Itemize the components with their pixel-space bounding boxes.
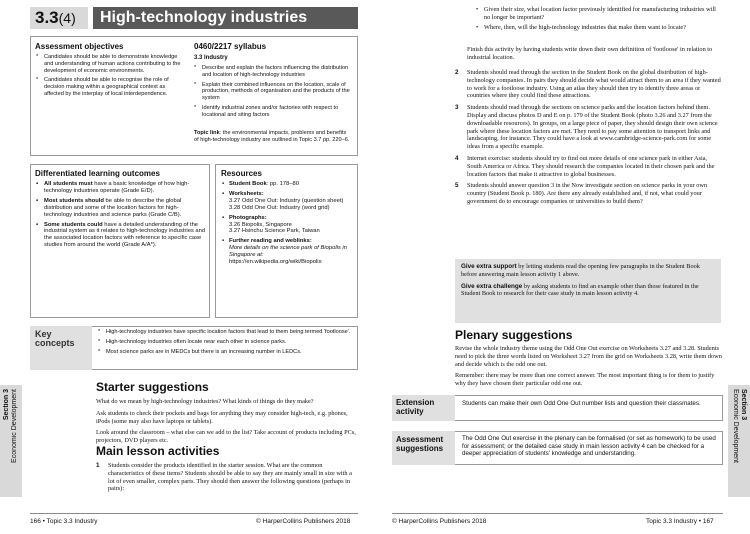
plenary-text: Revise the whole industry theme using the Odd One Out exercise on Worksheets 3.27 and 3.28. Students need to pick the three words listed on Worksheet 3.27 from the grid on Worksheets 3.28, write them down and decide which is the odd one out. Remember: there may be more than one correct answer. The most important thing is for them to justify why they have chosen their particular odd one out. xyxy=(455,345,722,388)
list-item: 3 Students should read through the sections on science parks and the location factors behind them. Display and discuss photos D and E on p. 179 of the Student Book (photo 3.26 and 3.27 from the downloadable resources). In groups, on a large piece of paper, they should design their own science park where these location factors are met. They need to pay some attention to transport links and landscaping, for instance. They could have a look at www.cambridge-science-park.com for some ideas from a specific example. xyxy=(455,104,718,151)
section-label: Section 3 xyxy=(3,389,10,421)
list-item: ▪ Most students should be able to describe the global distribution and some of the location factors for high-technology industries and science parks (Grade C/B). xyxy=(36,198,206,219)
list-item: * Candidates should be able to recognise the role of decision making within a geographical context as affected by the interplay of local interdependence. xyxy=(36,77,186,97)
section-tab xyxy=(0,385,22,497)
main-lesson-list-continued xyxy=(455,69,723,206)
starter-text: What do we mean by high-technology industries? What kinds of things do they make? Ask students to check their pockets and bags for anything they may consider high-tech, e.g. phones, iPods (some may also have laptops or tablets). Look around the classroom – what else can we add to the list? Take account of products including PCs, projectors, DVD players etc. xyxy=(96,398,356,445)
page-title: High-technology industries xyxy=(93,7,358,29)
starter-heading: Starter suggestions xyxy=(96,380,209,394)
assessment-objectives-list xyxy=(36,54,186,101)
further-reading-item: ▪ Further reading and weblinks: More details on the science park of Biopolis in Singapore at: https://en.wikipedia.org/wiki/Biopolis xyxy=(222,238,356,266)
list-item: 1 Students consider the products identified in the starter session. What are the common characteristics of these items? Students should be able to say they are mainly small in size with a lot of even smaller, complex parts. They should then answer the following questions (perhaps in pairs): xyxy=(96,462,352,493)
extra-support: Give extra support by letting students read the opening few paragraphs in the Student Book before answering main lesson activity 1 above. xyxy=(461,263,700,278)
extra-challenge: Give extra challenge by asking students to find an example other than those featured in the Student Book to research for their case study in main lesson activity 4. xyxy=(461,282,699,298)
differentiated-outcomes-heading: Differentiated learning outcomes xyxy=(35,169,160,178)
footer-page-number: Topic 3.3 Industry • 167 xyxy=(646,518,714,525)
list-item: ▪ Some students could have a detailed understanding of the industrial system as it relates to high-technology industries and the associated location factors with reference to specific case studies from around the world (Grade A/A*). xyxy=(36,222,206,250)
section-tab xyxy=(728,385,750,497)
extension-text: Students can make their own Odd One Out number lists and question their classmates. xyxy=(462,400,701,407)
question-bullets xyxy=(476,6,722,31)
weblink[interactable]: https://en.wikipedia.org/wiki/Biopolis xyxy=(229,259,322,266)
main-lesson-list xyxy=(96,462,358,493)
photographs-item: ▪ Photographs: 3.26 Biopolis, Singapore 3.27 Hsinchu Science Park, Taiwan xyxy=(222,215,356,236)
list-item: 5 Students should answer question 3 in the Now investigate section on science parks in your own country (Student Book p. 180). Are there any already established and, if not, what could your government do to encourage companies or universities to build them? xyxy=(455,182,708,205)
list-item: * Identify industrial zones and/or factories with respect to locational and siting factors xyxy=(194,105,352,119)
section-subject: Economic Development xyxy=(11,389,18,463)
footer-copyright: © HarperCollins Publishers 2018 xyxy=(392,518,487,525)
key-concepts-label: Key concepts xyxy=(30,326,92,370)
footer-rule xyxy=(30,513,358,514)
list-item: * Candidates should be able to demonstrate knowledge and understanding of human actions contributing to the development of economic environments. xyxy=(36,54,186,74)
resources-list xyxy=(222,181,356,269)
resources-heading: Resources xyxy=(221,169,262,178)
assessment-text: The Odd One Out exercise in the plenary can be formalised (or set as homework) to be used for assessment; or the detailed case study in main lesson activity 4 can be checked for a deeper appreciation of students' knowledge and understanding. xyxy=(462,435,716,457)
footer-rule xyxy=(392,513,723,514)
syllabus-list xyxy=(194,65,352,122)
section-subject: Economic Development xyxy=(732,389,739,463)
student-book-item: ▪ Student Book: pp. 178–80 xyxy=(222,181,356,188)
list-item: * Describe and explain the factors influencing the distribution and location of high-technology industries xyxy=(194,65,352,79)
syllabus-subheading: 3.3 Industry xyxy=(194,55,228,61)
list-item: 4 Internet exercise: students should try to find out more details of one science park in either Asia, South America or Africa. They should research the companies located in their chosen park and the location factors that make it attractive to global businesses. xyxy=(455,154,715,178)
topic-link: Topic link: the environmental impacts, problems and benefits of high-technology industry are outlined in Topic 3.7 pp. 220–6. xyxy=(194,130,350,143)
list-item: * High-technology industries often locate near each other in science parks. xyxy=(98,339,356,346)
main-lesson-heading: Main lesson activities xyxy=(96,444,220,458)
list-item: * High-technology industries have specific location factors that lead to them being termed 'footloose'. xyxy=(98,329,356,336)
footer-copyright: © HarperCollins Publishers 2018 xyxy=(256,518,351,525)
assessment-objectives-heading: Assessment objectives xyxy=(35,42,124,51)
list-item: • Where, then, will the high-technology industries that make them want to locate? xyxy=(476,23,686,31)
list-item: • Given their size, what location factor previously identified for manufacturing industries will no longer be important? xyxy=(476,6,716,21)
extension-label: Extension activity xyxy=(396,398,435,416)
list-item: ▪ All students must have a basic knowledge of how high-technology industries operate (Grade E/D). xyxy=(36,181,206,195)
key-concepts-list xyxy=(98,329,356,358)
finish-text: Finish this activity by having students write down their own definition of 'footloose' in relation to industrial location. xyxy=(467,46,713,61)
topic-sub: (4) xyxy=(58,10,76,26)
worksheets-item: ▪ Worksheets: 3.27 Odd One Out: Industry (question sheet) 3.28 Odd One Out: Industry (word grid) xyxy=(222,191,356,212)
list-item: * Most science parks are in MEDCs but there is an increasing number in LEDCs. xyxy=(98,349,356,356)
footer-page-number: 166 • Topic 3.3 Industry xyxy=(30,518,98,525)
list-item: * Explain their combined influences on the location, scale of production, methods of organisation and the products of the system xyxy=(194,82,352,102)
section-label: Section 3 xyxy=(740,389,747,421)
list-item: 2 Students should read through the section in the Student Book on the global distribution of high-technology companies. In pairs they should decide what would attract them to an area if they wanted to work for a footloose industry. Using an atlas they should then try to identify three areas or countries where they could find these attractions. xyxy=(455,69,721,100)
differentiation-box xyxy=(455,259,721,323)
syllabus-heading: 0460/2217 syllabus xyxy=(194,42,267,51)
differentiated-outcomes-list xyxy=(36,181,206,252)
topic-number: 3.3(4) xyxy=(30,7,88,29)
plenary-heading: Plenary suggestions xyxy=(455,328,573,342)
assessment-label: Assessment suggestions xyxy=(396,435,444,453)
